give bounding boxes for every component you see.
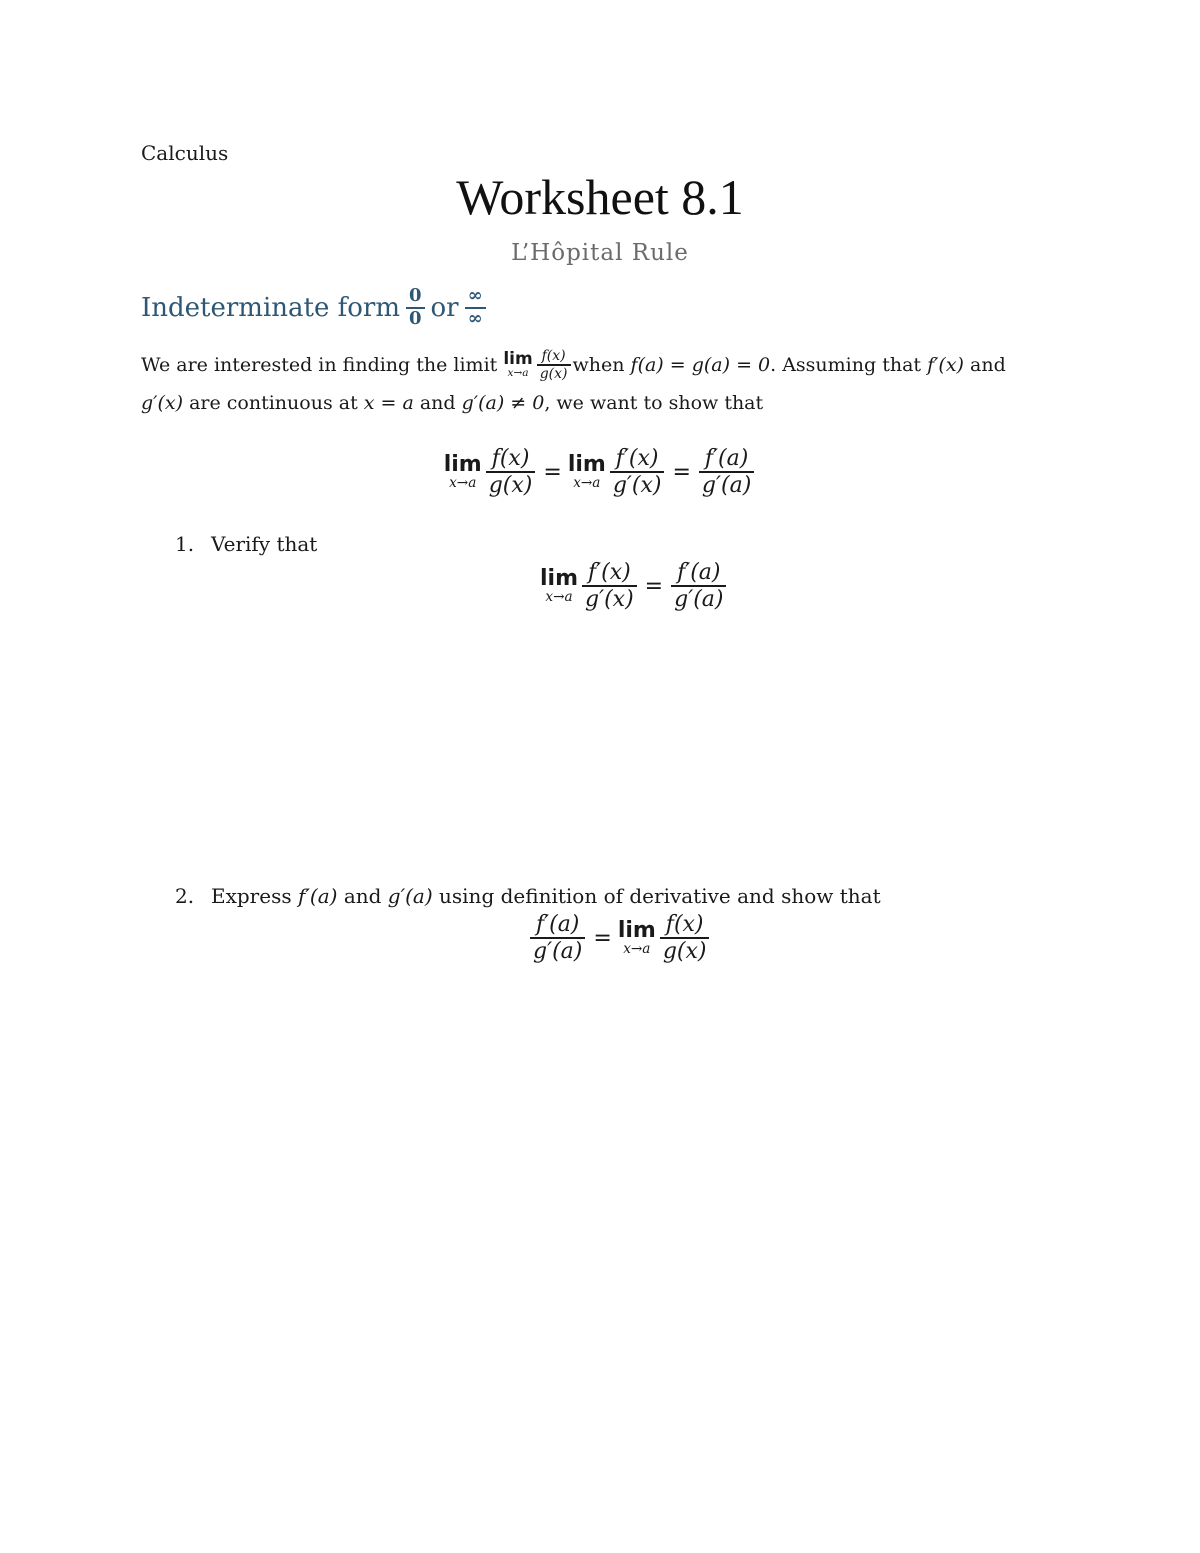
lim-word: lim [567, 451, 606, 477]
fraction-denominator: g′(a) [533, 939, 583, 965]
intro-text-6: and [419, 392, 456, 414]
fraction-denominator: g(x) [488, 473, 533, 499]
fprime-x: f′(x) [927, 354, 964, 376]
fraction-numerator: 0 [408, 285, 422, 306]
page-subtitle: L’Hôpital Rule [511, 240, 689, 266]
fprime-over-gprime-x-fraction [582, 560, 637, 613]
intro-text-2: when [572, 354, 625, 376]
question-1 [175, 532, 317, 556]
lim-word: lim [540, 565, 579, 591]
lim-subscript: x→a [545, 588, 573, 605]
fraction-numerator: ∞ [467, 285, 483, 306]
course-label: Calculus [141, 141, 229, 165]
fprime-over-gprime-x-fraction [610, 446, 665, 499]
question-number: 2. [175, 884, 195, 908]
lim-word: lim [443, 451, 482, 477]
heading-text: Indeterminate form [141, 292, 400, 323]
fraction-numerator: f(x) [491, 446, 530, 471]
limit-operator [443, 451, 482, 491]
fprime-over-gprime-a-fraction [530, 912, 585, 965]
question-and: and [343, 884, 382, 908]
lim-subscript: x→a [573, 474, 601, 491]
gprime-x: g′(x) [141, 392, 184, 414]
fraction-numerator: f′(a) [677, 560, 721, 585]
f-over-g-fraction [660, 912, 710, 965]
fraction-denominator: ∞ [467, 307, 483, 329]
infinity-over-infinity-fraction [465, 286, 486, 329]
fraction-denominator: g′(x) [585, 587, 634, 613]
lim-subscript: x→a [449, 474, 477, 491]
heading-or: or [430, 292, 459, 323]
question-1-equation [540, 560, 728, 613]
zero-over-zero-fraction [406, 286, 425, 329]
fprime-over-gprime-a-fraction [699, 446, 754, 499]
fraction-numerator: f′(x) [587, 560, 631, 585]
lim-word: lim [503, 348, 533, 369]
intro-paragraph [141, 346, 1061, 422]
question-text-a: Express [211, 884, 292, 908]
intro-line-1 [141, 346, 1061, 384]
lim-word: lim [617, 917, 656, 943]
equals-sign: = [644, 573, 664, 599]
x-equals-a: x = a [363, 392, 414, 414]
page-title: Worksheet 8.1 [456, 169, 744, 225]
question-text: Verify that [211, 532, 318, 556]
intro-text-5: are continuous at [189, 392, 358, 414]
limit-operator [503, 348, 533, 380]
fraction-denominator: g′(x) [612, 473, 662, 499]
section-heading [141, 286, 492, 329]
intro-text-3: . Assuming that [770, 354, 922, 376]
fraction-numerator: f′(x) [615, 446, 659, 471]
equals-sign: = [543, 459, 562, 485]
limit-operator [617, 917, 656, 957]
fraction-numerator: f′(a) [535, 912, 580, 937]
inline-f-over-g [537, 348, 571, 382]
question-number: 1. [175, 532, 195, 556]
fraction-numerator: f(x) [665, 912, 704, 937]
gprime-a-nonzero: g′(a) ≠ 0 [461, 392, 545, 414]
equals-sign: = [593, 925, 612, 951]
question-2 [175, 884, 881, 908]
fraction-denominator: g(x) [539, 366, 568, 382]
f-over-g-fraction [486, 446, 536, 499]
limit-operator [540, 565, 579, 605]
fprime-over-gprime-a-fraction [671, 560, 726, 613]
fprime-a: f′(a) [297, 884, 338, 908]
equals-sign: = [672, 459, 691, 485]
fraction-numerator: f′(a) [704, 446, 749, 471]
fraction-denominator: 0 [408, 307, 422, 329]
fraction-numerator: f(x) [541, 347, 566, 364]
main-equation [0, 446, 1200, 499]
intro-line-2 [141, 384, 1061, 422]
question-text-b: using definition of derivative and show that [439, 884, 881, 908]
lim-subscript: x→a [623, 940, 651, 957]
intro-text-7: , we want to show that [544, 392, 764, 414]
intro-text-4: and [970, 354, 1006, 376]
intro-text-1: We are interested in finding the limit [141, 354, 498, 376]
question-2-equation [528, 912, 711, 965]
gprime-a: g′(a) [387, 884, 433, 908]
fraction-denominator: g′(a) [701, 473, 752, 499]
lim-subscript: x→a [507, 366, 529, 379]
fraction-denominator: g′(a) [674, 587, 724, 613]
condition-equation: f(a) = g(a) = 0 [630, 354, 771, 376]
limit-operator [567, 451, 606, 491]
fraction-denominator: g(x) [662, 939, 707, 965]
